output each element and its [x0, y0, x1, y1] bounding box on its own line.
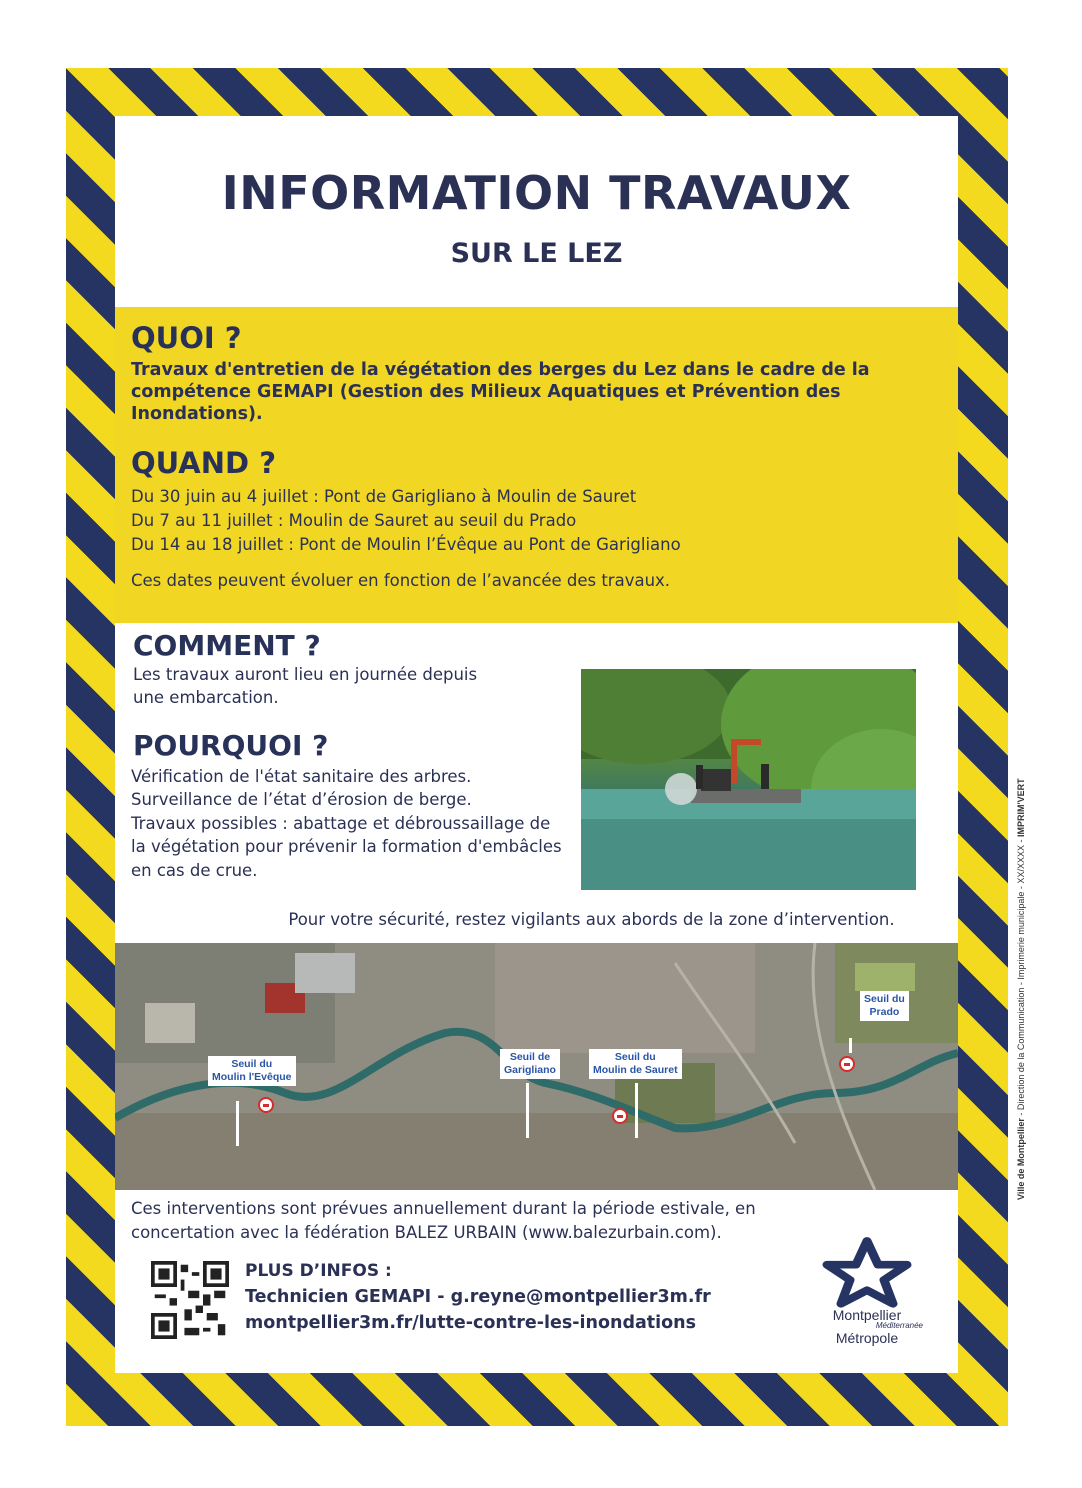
header	[115, 116, 958, 307]
yellow-section	[115, 307, 958, 623]
aerial-map	[115, 943, 958, 1190]
quoi-line: Inondations).	[131, 404, 263, 424]
quand-heading: QUAND ?	[131, 446, 277, 480]
dam-icon	[258, 1097, 274, 1113]
comment-line: une embarcation.	[133, 688, 279, 707]
dam-icon	[612, 1108, 628, 1124]
map-label-garigliano: Seuil de Garigliano	[500, 1049, 560, 1079]
quoi-line: Travaux d'entretien de la végétation des berges du Lez dans le cadre de la	[131, 360, 870, 380]
poster-content	[115, 116, 958, 1373]
quand-line: Du 14 au 18 juillet : Pont de Moulin l’Évêque au Pont de Garigliano	[131, 535, 681, 554]
pourquoi-line: Surveillance de l’état d’érosion de berge.	[131, 790, 472, 809]
quand-line: Du 30 juin au 4 juillet : Pont de Garigliano à Moulin de Sauret	[131, 487, 637, 506]
map-label-moulin-eveque: Seuil du Moulin l'Evêque	[208, 1056, 296, 1086]
imprim-vert-mark: IMPRIM'VERT	[1016, 778, 1026, 838]
pourquoi-line: Travaux possibles : abattage et débroussaillage de	[131, 814, 551, 833]
more-info-title: PLUS D’INFOS :	[245, 1261, 392, 1281]
logo-text: Montpellier	[832, 1307, 902, 1323]
page-subtitle: SUR LE LEZ	[450, 238, 623, 269]
qr-code-icon[interactable]	[151, 1261, 229, 1339]
footer-line: Ces interventions sont prévues annuellement durant la période estivale, en	[131, 1199, 756, 1218]
side-credit	[1016, 600, 1032, 1200]
map-marker-line	[635, 1083, 638, 1138]
quoi-heading: QUOI ?	[131, 321, 242, 355]
warning-stripe-frame	[66, 68, 1008, 1426]
logo-text: Métropole	[835, 1330, 899, 1346]
quand-note: Ces dates peuvent évoluer en fonction de l’avancée des travaux.	[131, 571, 671, 590]
dam-icon	[839, 1056, 855, 1072]
pourquoi-heading: POURQUOI ?	[133, 729, 329, 762]
comment-heading: COMMENT ?	[133, 629, 321, 662]
page-title: INFORMATION TRAVAUX	[221, 166, 852, 220]
side-credit-rest: - Direction de la Communication - Imprimerie municipale - XX/XXXX -	[1016, 839, 1026, 1119]
footer-line: concertation avec la fédération BALEZ URBAIN (www.balezurbain.com).	[131, 1223, 722, 1242]
logo-text: Méditerranée	[875, 1321, 923, 1330]
info-link[interactable]: montpellier3m.fr/lutte-contre-les-inondations	[245, 1313, 697, 1333]
safety-note: Pour votre sécurité, restez vigilants aux abords de la zone d’intervention.	[288, 910, 895, 929]
pourquoi-line: la végétation pour prévenir la formation d'embâcles	[131, 837, 562, 856]
comment-line: Les travaux auront lieu en journée depuis	[133, 665, 478, 684]
map-marker-line	[236, 1101, 239, 1146]
map-label-moulin-sauret: Seuil du Moulin de Sauret	[589, 1049, 682, 1079]
map-marker-line	[526, 1083, 529, 1138]
boat-photo	[581, 669, 916, 890]
map-label-prado: Seuil du Prado	[860, 991, 909, 1021]
pourquoi-line: en cas de crue.	[131, 861, 258, 880]
map-marker-line	[849, 1038, 852, 1053]
quand-line: Du 7 au 11 juillet : Moulin de Sauret au seuil du Prado	[131, 511, 577, 530]
white-section	[115, 623, 958, 1373]
pourquoi-line: Vérification de l'état sanitaire des arbres.	[131, 767, 472, 786]
contact-email[interactable]: Technicien GEMAPI - g.reyne@montpellier3m.fr	[245, 1287, 711, 1307]
side-credit-bold: Ville de Montpellier	[1016, 1118, 1026, 1200]
quoi-line: compétence GEMAPI (Gestion des Milieux Aquatiques et Prévention des	[131, 382, 841, 402]
